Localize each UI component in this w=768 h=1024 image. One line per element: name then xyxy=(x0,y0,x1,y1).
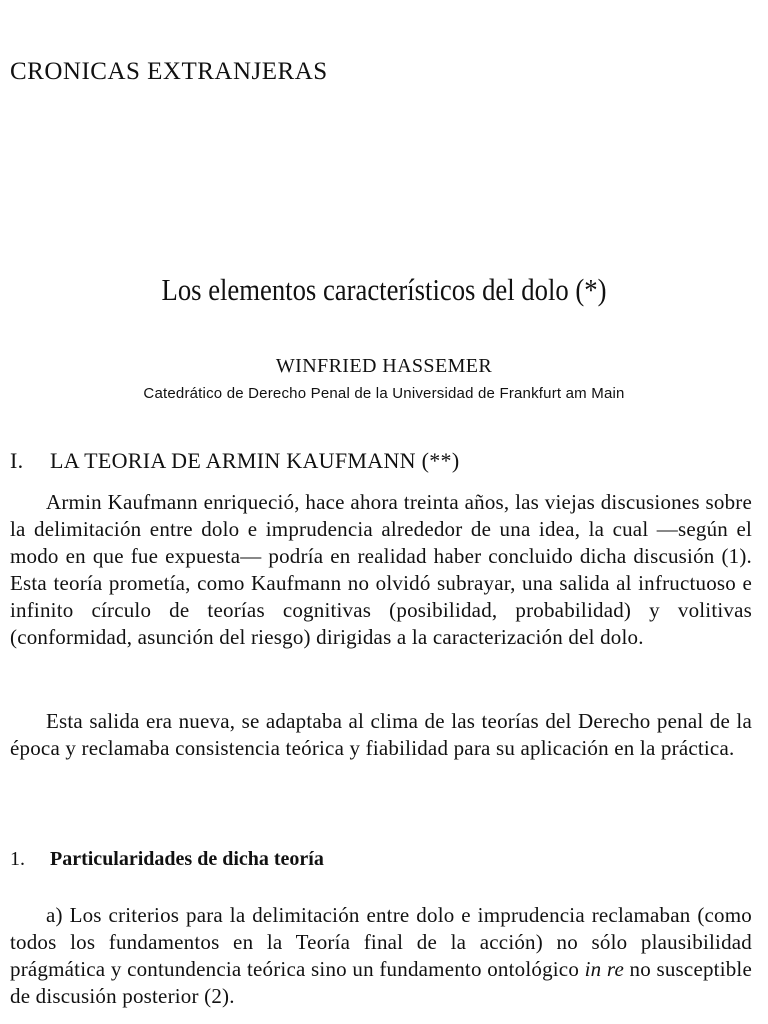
section-heading-text: LA TEORIA DE ARMIN KAUFMANN (**) xyxy=(50,448,460,473)
section-heading xyxy=(10,448,459,474)
subsection-heading-text: Particularidades de dicha teoría xyxy=(50,848,324,870)
para-3-italic: in re xyxy=(584,957,624,981)
section-title: CRONICAS EXTRANJERAS xyxy=(10,58,328,85)
article-title: Los elementos característicos del dolo (*) xyxy=(161,272,607,307)
body-paragraph-2: Esta salida era nueva, se adaptaba al clima de las teorías del Derecho penal de la época y reclamaba consistencia teórica y fiabilidad para su aplicación en la práctica. xyxy=(10,709,752,760)
author-affiliation: Catedrático de Derecho Penal de la Universidad de Frankfurt am Main xyxy=(143,385,625,402)
subsection-number: 1. xyxy=(10,848,25,870)
body-paragraph-3 xyxy=(10,902,752,1010)
para-3-text-before: a) Los criterios para la delimitación entre dolo e imprudencia reclamaban (como todos los fundamentos en la Teoría final de la acción) no sólo plausibilidad prágmática y contundencia teórica sino un fundamento ontológico xyxy=(10,903,752,981)
body-paragraph-1: Armin Kaufmann enriqueció, hace ahora treinta años, las viejas discusiones sobre la delimitación entre dolo e imprudencia alrededor de una idea, la cual —según el modo en que fue expuesta— podría en realidad haber concluido dicha discusión (1). Esta teoría prometía, como Kaufmann no olvidó subrayar, una salida al infructuoso e infinito círculo de teorías cognitivas (posibilidad, probabilidad) y volitivas (conformidad, asunción del riesgo) dirigidas a la caracterización del dolo. xyxy=(10,490,752,649)
section-number: I. xyxy=(10,448,24,473)
subsection-heading xyxy=(10,848,324,871)
author-name: WINFRIED HASSEMER xyxy=(275,355,493,377)
para-3-text-after: no susceptible de discusión posterior (2). xyxy=(10,957,752,1008)
